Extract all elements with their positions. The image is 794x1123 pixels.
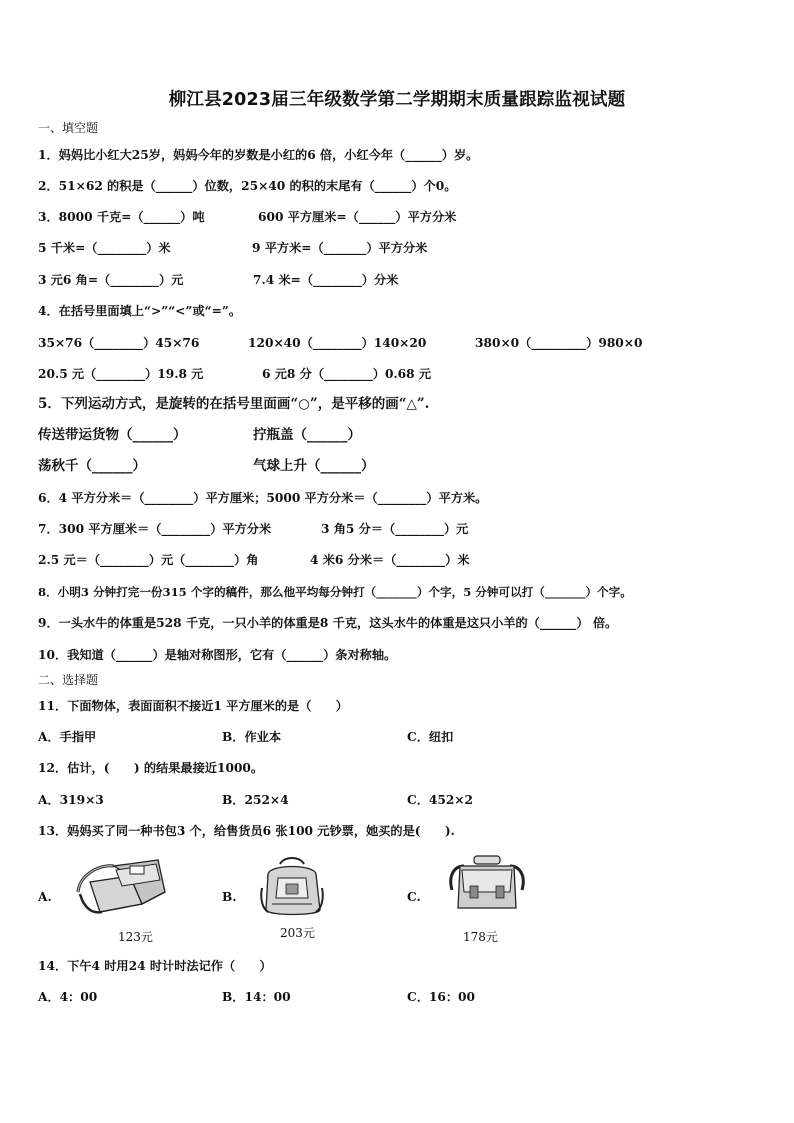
question-12-option-a: A．319×3 — [38, 793, 104, 807]
question-5-row1-b: 拧瓶盖（______） — [253, 427, 361, 443]
question-12-stem: 12．估计，( ) 的结果最接近1000。 — [38, 761, 264, 775]
bag-c-price: 178元 — [463, 930, 498, 944]
question-6: 6．4 平方分米＝（________）平方厘米；5000 平方分米＝（________）平方米。 — [38, 491, 488, 505]
question-3-row1-b: 600 平方厘米=（______）平方分米 — [258, 210, 457, 224]
question-11-option-b: B．作业本 — [222, 730, 282, 744]
question-12-option-c: C．452×2 — [407, 793, 474, 807]
question-12-option-b: B．252×4 — [222, 793, 289, 807]
question-7-row1-b: 3 角5 分＝（________）元 — [321, 522, 469, 536]
bag-b-image — [258, 854, 328, 920]
question-4-row1-c: 380×0（_________）980×0 — [475, 336, 643, 350]
bag-a-price: 123元 — [118, 930, 153, 944]
question-14-option-a: A．4：00 — [38, 990, 98, 1004]
question-13-stem: 13．妈妈买了同一种书包3 个，给售货员6 张100 元钞票，她买的是( ). — [38, 824, 455, 838]
question-5-row1-a: 传送带运货物（______） — [38, 427, 187, 443]
question-4-row1-b: 120×40（________）140×20 — [248, 336, 427, 350]
question-4-row2-a: 20.5 元（________）19.8 元 — [38, 367, 204, 381]
question-3-row2-a: 5 千米=（________）米 — [38, 241, 171, 255]
question-9: 9．一头水牛的体重是528 千克，一只小羊的体重是8 千克，这头水牛的体重是这只小羊的（______） 倍。 — [38, 616, 618, 630]
question-4-row2-b: 6 元8 分（________）0.68 元 — [262, 367, 432, 381]
question-13-option-b: B. — [222, 890, 237, 904]
question-14-stem: 14．下午4 时用24 时计时法记作（ ） — [38, 959, 272, 973]
question-3-row2-b: 9 平方米=（_______）平方分米 — [252, 241, 428, 255]
question-4-stem: 4．在括号里面填上“>”“<”或“=”。 — [38, 304, 242, 318]
question-13-option-c: C. — [407, 890, 421, 904]
question-3-row3-a: 3 元6 角=（________）元 — [38, 273, 184, 287]
bag-a-image — [70, 852, 170, 918]
question-5-row2-a: 荡秋千（______） — [38, 458, 146, 474]
question-5-row2-b: 气球上升（______） — [253, 458, 375, 474]
question-7-row2-a: 2.5 元＝（________）元（________）角 — [38, 553, 259, 567]
section-heading-fill-blank: 一、填空题 — [38, 121, 99, 135]
question-7-row1-a: 7．300 平方厘米＝（________）平方分米 — [38, 522, 272, 536]
question-4-row1-a: 35×76（________）45×76 — [38, 336, 200, 350]
bag-b-price: 203元 — [280, 926, 315, 940]
question-14-option-c: C．16：00 — [407, 990, 475, 1004]
question-1: 1．妈妈比小红大25岁，妈妈今年的岁数是小红的6 倍，小红今年（______）岁。 — [38, 148, 479, 162]
bag-c-image — [444, 852, 530, 916]
question-8: 8．小明3 分钟打完一份315 个字的稿件，那么他平均每分钟打（_______）个字，5 分钟可以打（_______）个字。 — [38, 585, 632, 599]
question-10: 10．我知道（______）是轴对称图形，它有（______）条对称轴。 — [38, 648, 397, 662]
question-3-row3-b: 7.4 米=（________）分米 — [253, 273, 399, 287]
question-11-option-a: A．手指甲 — [38, 730, 97, 744]
question-2: 2．51×62 的积是（______）位数，25×40 的积的末尾有（______）个0。 — [38, 179, 457, 193]
question-11-option-c: C．纽扣 — [407, 730, 454, 744]
question-14-option-b: B．14：00 — [222, 990, 291, 1004]
question-13-option-a: A. — [38, 890, 52, 904]
question-3-row1-a: 3．8000 千克=（______）吨 — [38, 210, 205, 224]
question-11-stem: 11．下面物体，表面面积不接近1 平方厘米的是（ ） — [38, 699, 348, 713]
page-title: 柳江县2023届三年级数学第二学期期末质量跟踪监视试题 — [168, 90, 626, 110]
question-7-row2-b: 4 米6 分米＝（________）米 — [310, 553, 470, 567]
question-5-stem: 5．下列运动方式，是旋转的在括号里面画“○”，是平移的画“△”. — [38, 396, 430, 412]
section-heading-choice: 二、选择题 — [38, 673, 99, 687]
